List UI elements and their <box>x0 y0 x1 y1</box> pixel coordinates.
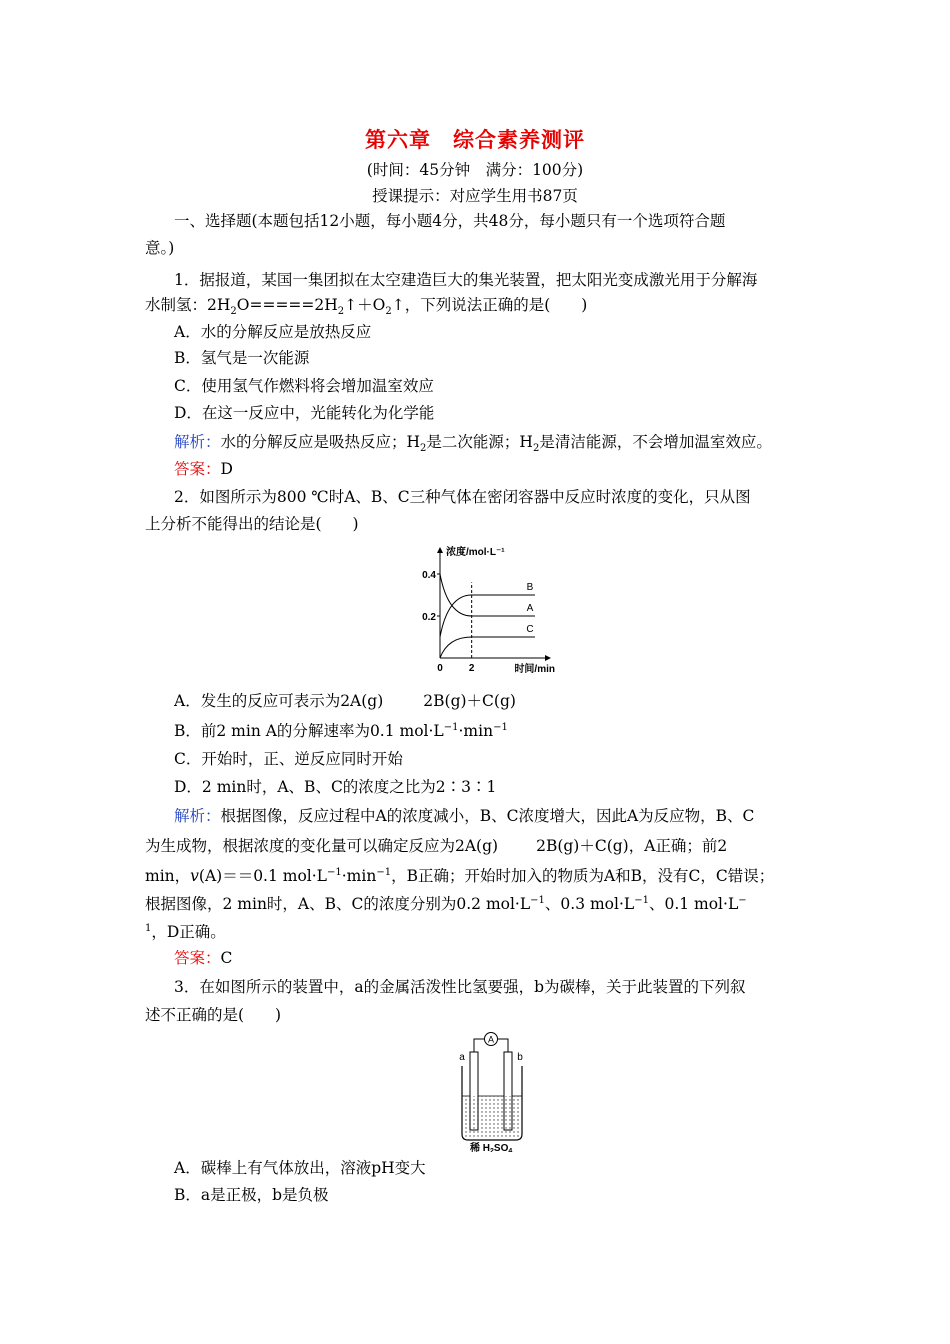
exam-info: (时间：45分钟 满分：100分) <box>366 161 584 179</box>
q3-option-a: A．碳棒上有气体放出，溶液pH变大 <box>174 1159 426 1177</box>
q1-option-b: B．氢气是一次能源 <box>174 349 310 367</box>
x-tick-label: 0 <box>437 663 443 674</box>
q2-option-b: B．前2 min A的分解速率为0.1 $mol\cdot L^{-1}\cdot\min^{-1}$ <box>174 721 508 740</box>
section-heading-line2: 意。) <box>145 239 175 257</box>
q3-stem-line1: 3．在如图所示的装置中，a的金属活泼性比氢要强，b为碳棒，关于此装置的下列叙 <box>174 978 746 996</box>
q2-analysis-line4: 根据图像，2 min时，A、B、C的浓度分别为0.2 $mol\cdot L^{-1}$、0.3 $mol\cdot L^{-1}$、0.1 mol·L− <box>145 894 747 913</box>
q1-answer: 答案：D <box>174 460 233 478</box>
q1-option-d: D．在这一反应中，光能转化为化学能 <box>174 404 435 422</box>
series-line-C <box>440 637 535 658</box>
q1-option-a: A．水的分解反应是放热反应 <box>174 323 372 341</box>
series-label-C: C <box>526 624 534 635</box>
electrode-a-label: a <box>459 1052 465 1063</box>
q3-option-b: B．a是正极，b是负极 <box>174 1186 329 1204</box>
y-tick-label: 0.2 <box>422 612 436 623</box>
x-axis-arrow <box>545 655 551 661</box>
ammeter-label: A <box>487 1034 495 1045</box>
q1-analysis: 解析：水的分解反应是吸热反应；$H_2$是二次能源；$H_2$是清洁能源，不会增加温室效应。 <box>174 433 772 455</box>
q2-analysis-line1: 解析：根据图像，反应过程中A的浓度减小，B、C浓度增大，因此A为反应物，B、C <box>174 807 755 825</box>
q2-analysis-line3: min，v(A)＝＝0.1 $mol\cdot L^{-1}\cdot\min^{-1}$，B正确；开始时加入的物质为A和B，没有C，C错误； <box>145 866 775 885</box>
electrode-b-label: b <box>517 1052 523 1063</box>
y-tick-label: 0.4 <box>422 570 436 581</box>
section-heading-line1: 一、选择题(本题包括12小题，每小题4分，共48分，每小题只有一个选项符合题 <box>174 212 726 230</box>
analysis-label: 解析： <box>174 807 221 825</box>
q1-option-c: C．使用氢气作燃料将会增加温室效应 <box>174 377 434 395</box>
q2-option-d: D．2 min时，A、B、C的浓度之比为2∶3∶1 <box>174 778 497 796</box>
q2-analysis-line2: 为生成物，根据浓度的变化量可以确定反应为2A(g) 2B(g)＋C(g)，A正确；前2 <box>145 837 728 855</box>
q1-stem-line1: 1．据报道，某国一集团拟在太空建造巨大的集光装置，把太阳光变成激光用于分解海 <box>174 271 758 289</box>
q2-answer: 答案：C <box>174 949 233 967</box>
answer-label: 答案： <box>174 949 221 967</box>
q1-stem-line2: 水制氢：$2H_2O=====2H_2↑+O_2↑$，下列说法正确的是( ) <box>145 296 588 318</box>
series-label-B: B <box>526 582 534 593</box>
q2-option-a: A．发生的反应可表示为2A(g) 2B(g)＋C(g) <box>174 692 516 710</box>
series-label-A: A <box>526 603 534 614</box>
answer-label: 答案： <box>174 460 221 478</box>
q2-analysis-line5: $^1$，D正确。 <box>145 922 226 941</box>
analysis-label: 解析： <box>174 433 221 451</box>
x-tick-label: 2 <box>468 663 475 674</box>
q2-stem-line2: 上分析不能得出的结论是( ) <box>145 515 359 533</box>
q2-option-c: C．开始时，正、逆反应同时开始 <box>174 750 403 768</box>
concentration-chart <box>410 543 580 678</box>
galvanic-cell-diagram <box>452 1030 532 1152</box>
teaching-hint: 授课提示：对应学生用书87页 <box>372 187 578 205</box>
q3-stem-line2: 述不正确的是( ) <box>145 1006 282 1024</box>
y-axis-arrow <box>437 547 443 553</box>
chapter-title: 第六章 综合素养测评 <box>365 128 585 152</box>
x-axis-label: 时间/min <box>514 664 555 675</box>
q2-stem-line1: 2．如图所示为800 ℃时A、B、C三种气体在密闭容器中反应时浓度的变化，只从图 <box>174 488 751 506</box>
y-axis-label: 浓度/mol·L⁻¹ <box>446 547 505 558</box>
solution-label: 稀 $H_2SO_4$ <box>470 1143 513 1152</box>
